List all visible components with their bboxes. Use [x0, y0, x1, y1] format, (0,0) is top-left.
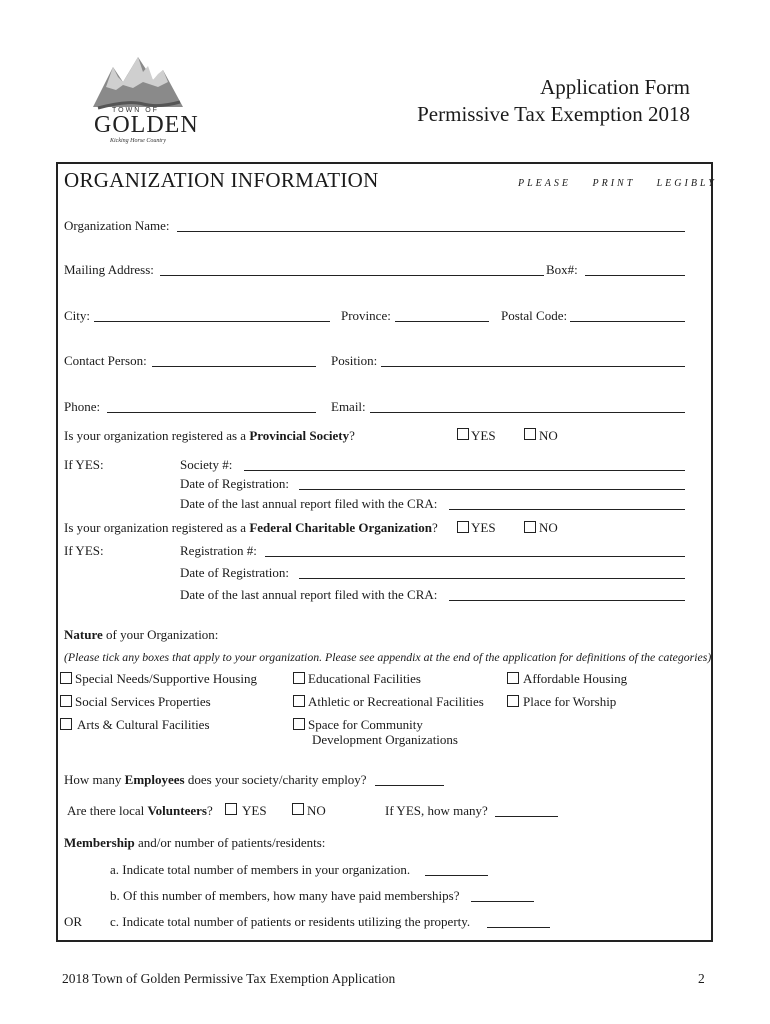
mailing-address-label: Mailing Address:: [64, 262, 154, 277]
affordable-housing-checkbox[interactable]: [507, 672, 519, 684]
society-number-label: Society #:: [180, 457, 233, 472]
place-for-worship-label: Place for Worship: [523, 694, 617, 709]
province-label: Province:: [341, 308, 391, 323]
membership-b-field[interactable]: [471, 901, 534, 902]
provincial-if-yes: If YES:: [64, 457, 104, 472]
place-for-worship-checkbox[interactable]: [507, 695, 519, 707]
educational-checkbox[interactable]: [293, 672, 305, 684]
membership-b-label: b. Of this number of members, how many have paid memberships?: [110, 888, 460, 903]
form-title: Application Form: [540, 75, 690, 99]
affordable-housing-label: Affordable Housing: [523, 671, 628, 686]
provincial-last-report-label: Date of the last annual report filed with the CRA:: [180, 496, 438, 511]
logo-tagline: Kicking Horse Country: [110, 138, 166, 144]
email-label: Email:: [331, 399, 366, 414]
volunteers-how-many-field[interactable]: [495, 816, 558, 817]
org-name-label: Organization Name:: [64, 218, 170, 233]
form-frame: [56, 162, 713, 942]
logo-town-of: TOWN OF: [112, 107, 159, 114]
box-label: Box#:: [546, 262, 578, 277]
social-services-checkbox[interactable]: [60, 695, 72, 707]
membership-c-field[interactable]: [487, 927, 550, 928]
logo-name: GOLDEN: [94, 112, 199, 138]
phone-field[interactable]: [107, 412, 316, 413]
volunteers-no-checkbox[interactable]: [292, 803, 304, 815]
org-name-field[interactable]: [177, 231, 685, 232]
membership-a-field[interactable]: [425, 875, 488, 876]
employees-field[interactable]: [375, 785, 444, 786]
community-space-label: Space for Community: [308, 717, 423, 732]
educational-label: Educational Facilities: [308, 671, 421, 686]
contact-person-label: Contact Person:: [64, 353, 147, 368]
membership-or-label: OR: [64, 914, 83, 929]
nature-label: Nature of your Organization:: [64, 627, 219, 642]
employees-question: How many Employees does your society/charity employ?: [64, 772, 367, 787]
volunteers-question: Are there local Volunteers?: [67, 803, 213, 818]
community-space-label-line2: Development Organizations: [312, 732, 458, 747]
mailing-address-field[interactable]: [160, 275, 544, 276]
federal-last-report-field[interactable]: [449, 600, 685, 601]
community-space-checkbox[interactable]: [293, 718, 305, 730]
provincial-yes-checkbox[interactable]: [457, 428, 469, 440]
federal-date-reg-label: Date of Registration:: [180, 565, 290, 580]
page-number: 2: [698, 971, 705, 986]
phone-label: Phone:: [64, 399, 101, 414]
provincial-date-reg-label: Date of Registration:: [180, 476, 290, 491]
town-logo: [88, 52, 199, 144]
city-label: City:: [64, 308, 91, 323]
provincial-date-reg-field[interactable]: [299, 489, 685, 490]
city-field[interactable]: [94, 321, 330, 322]
society-number-field[interactable]: [244, 470, 685, 471]
volunteers-yes-label: YES: [242, 803, 267, 818]
postal-code-field[interactable]: [570, 321, 685, 322]
provincial-question: Is your organization registered as a Provincial Society?: [64, 428, 355, 443]
provincial-no-checkbox[interactable]: [524, 428, 536, 440]
special-needs-label: Special Needs/Supportive Housing: [75, 671, 257, 686]
mountain-icon: [88, 52, 188, 112]
athletic-checkbox[interactable]: [293, 695, 305, 707]
email-field[interactable]: [370, 412, 685, 413]
federal-question: Is your organization registered as a Federal Charitable Organization?: [64, 520, 438, 535]
contact-person-field[interactable]: [152, 366, 316, 367]
athletic-label: Athletic or Recreational Facilities: [308, 694, 484, 709]
provincial-last-report-field[interactable]: [449, 509, 685, 510]
arts-cultural-checkbox[interactable]: [60, 718, 72, 730]
social-services-label: Social Services Properties: [75, 694, 211, 709]
federal-no-checkbox[interactable]: [524, 521, 536, 533]
volunteers-no-label: NO: [307, 803, 326, 818]
registration-number-label: Registration #:: [180, 543, 257, 558]
position-label: Position:: [331, 353, 378, 368]
federal-yes-checkbox[interactable]: [457, 521, 469, 533]
footer-text: 2018 Town of Golden Permissive Tax Exemption Application: [62, 971, 396, 986]
volunteers-yes-checkbox[interactable]: [225, 803, 237, 815]
provincial-no-label: NO: [539, 428, 558, 443]
form-subtitle: Permissive Tax Exemption 2018: [417, 102, 690, 126]
membership-a-label: a. Indicate total number of members in your organization.: [110, 862, 411, 877]
box-field[interactable]: [585, 275, 685, 276]
federal-last-report-label: Date of the last annual report filed with the CRA:: [180, 587, 438, 602]
registration-number-field[interactable]: [265, 556, 685, 557]
special-needs-checkbox[interactable]: [60, 672, 72, 684]
federal-if-yes: If YES:: [64, 543, 104, 558]
membership-label: Membership and/or number of patients/residents:: [64, 835, 326, 850]
section-title: ORGANIZATION INFORMATION: [64, 168, 379, 192]
position-field[interactable]: [381, 366, 685, 367]
province-field[interactable]: [395, 321, 489, 322]
provincial-yes-label: YES: [471, 428, 496, 443]
postal-code-label: Postal Code:: [501, 308, 568, 323]
membership-c-label: c. Indicate total number of patients or residents utilizing the property.: [110, 914, 471, 929]
federal-date-reg-field[interactable]: [299, 578, 685, 579]
arts-cultural-label: Arts & Cultural Facilities: [77, 717, 210, 732]
federal-no-label: NO: [539, 520, 558, 535]
federal-yes-label: YES: [471, 520, 496, 535]
volunteers-how-many-label: If YES, how many?: [385, 803, 488, 818]
print-legibly-note: PLEASE PRINT LEGIBLY: [518, 178, 717, 189]
nature-note: (Please tick any boxes that apply to your organization. Please see appendix at the end of the application for definitions of the categories): [64, 650, 712, 664]
